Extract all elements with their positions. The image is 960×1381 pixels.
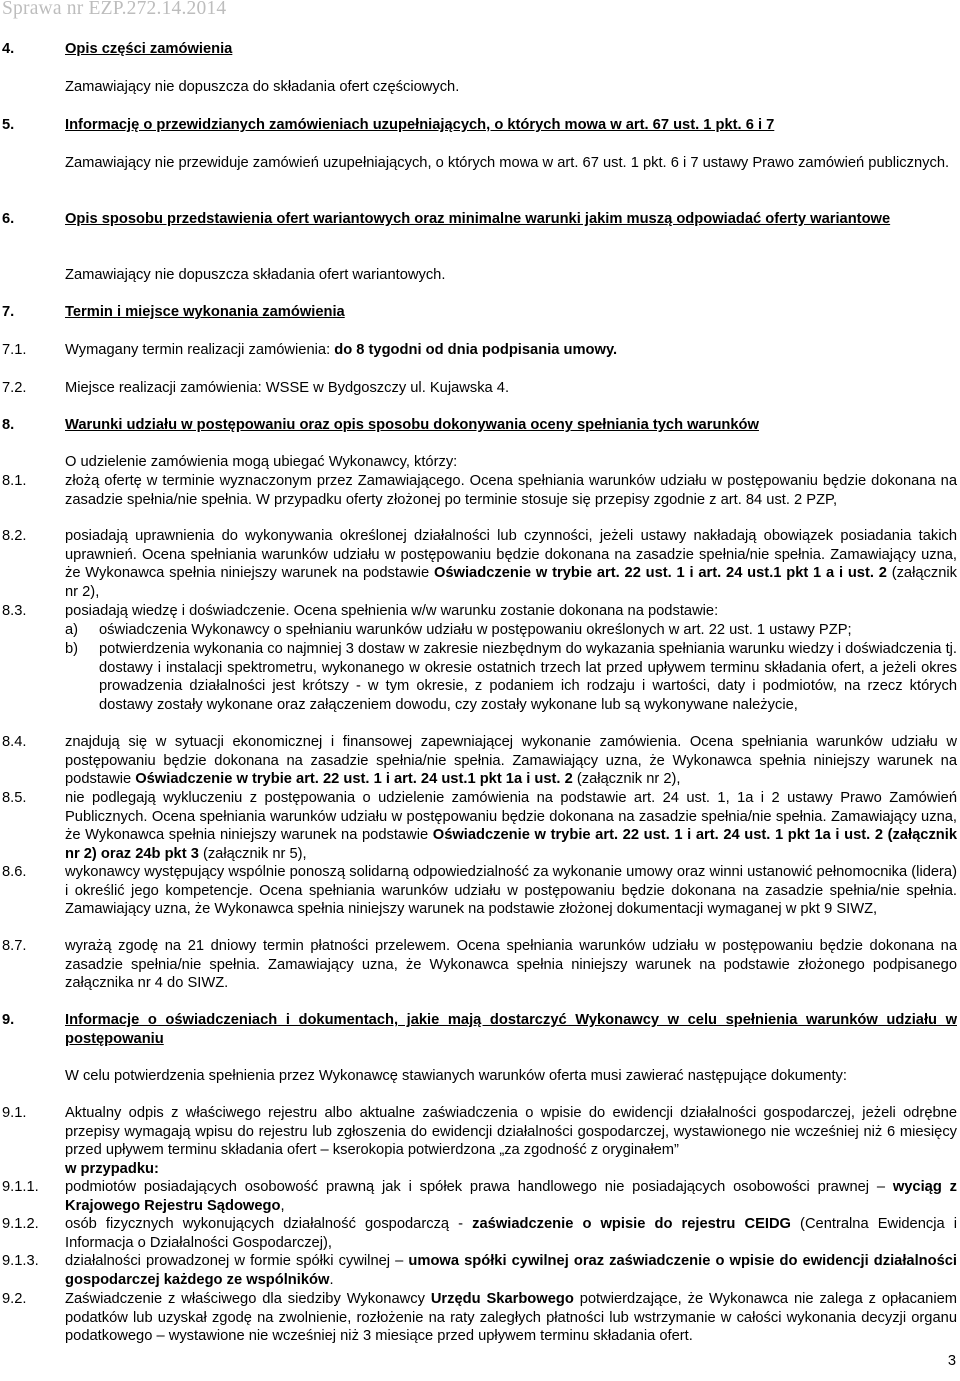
- item-text: podmiotów posiadających osobowość prawną jak i spółek prawa handlowego nie posiadających osobowości prawnej – wyciąg z Krajowego Rejestru Sądowego,: [65, 1179, 957, 1214]
- item-number: 8.4.: [2, 734, 27, 750]
- item-text: osób fizycznych wykonujących działalność gospodarczą - zaświadczenie o wpisie do rejestru CEIDG (Centralna Ewidencja i Informacja o Działalności Gospodarczej),: [65, 1216, 958, 1251]
- subitem-letter: a): [65, 622, 79, 638]
- subitem-letter: b): [65, 641, 79, 657]
- item-text: nie podlegają wykluczeniu z postępowania o udzielenie zamówienia na podstawie art. 24 ust. 1, 1a i 2 ustawy Prawo Zamówień Publicznych. Ocena spełniania warunków udziału w postępowaniu będzie dokonana na zasadzie spełnia/nie spełnia. Zamawiający uzna, że Wykonawca spełnia niniejszy warunek na podstawie Oświadczenie w trybie art. 22 ust. 1 i art. 24 ust. 1 pkt 1a i ust. 2 (załącznik nr 2) oraz 24b pkt 3 (załącznik nr 5),: [65, 790, 958, 862]
- section-title: Opis części zamówienia: [65, 41, 233, 57]
- item-number: 8.6.: [2, 864, 27, 880]
- subitem-text: oświadczenia Wykonawcy o spełnianiu warunków udziału w postępowaniu określonych w art. 22 ust. 1 ustawy PZP;: [99, 622, 852, 638]
- item-number: 8.1.: [2, 473, 27, 489]
- section-number: 8.: [2, 417, 15, 433]
- item-text: posiadają wiedzę i doświadczenie. Ocena spełnienia w/w warunku zostanie dokonana na podstawie:: [65, 603, 719, 619]
- item-number: 8.5.: [2, 790, 27, 806]
- item-number: 9.1.: [2, 1105, 27, 1121]
- item-number: 9.2.: [2, 1291, 27, 1307]
- item-text: wyrażą zgodę na 21 dniowy termin płatności przelewem. Ocena spełniania warunków udziału w postępowaniu będzie dokonana na zasadzie spełnia/nie spełnia. Zamawiający uzna, że Wykonawca spełnia niniejszy warunek na podstawie złożonego podpisanego załącznika nr 4 do SIWZ.: [65, 938, 957, 992]
- section-number: 7.: [2, 304, 15, 320]
- item-text: wykonawcy występujący wspólnie ponoszą solidarną odpowiedzialność za wykonanie umowy oraz winni ustanowić pełnomocnika (lidera) i określić jego kompetencje. Ocena spełniania warunków udziału w postępowaniu będzie dokonana na zasadzie spełnia/nie spełnia. Zamawiający uzna, że Wykonawca spełnia niniejszy warunek na podstawie złożonej dokumentacji wymaganej w pkt 9 SIWZ,: [65, 864, 957, 918]
- page-number: 3: [947, 1353, 956, 1370]
- section-number: 4.: [2, 41, 15, 57]
- section-title: Informacje o oświadczeniach i dokumentach, jakie mają dostarczyć Wykonawcy w celu spełnienia warunków udziału w postępowaniu: [65, 1012, 957, 1047]
- item-text: działalności prowadzonej w formie spółki cywilnej – umowa spółki cywilnej oraz zaświadczenie o wpisie do ewidencji działalności gospodarczej każdego ze wspólników.: [65, 1253, 958, 1288]
- section-title: Termin i miejsce wykonania zamówienia: [65, 304, 345, 320]
- section-title: Warunki udziału w postępowaniu oraz opis sposobu dokonywania oceny spełniania tych warunków: [65, 417, 759, 433]
- item-text: Miejsce realizacji zamówienia: WSSE w Bydgoszczy ul. Kujawska 4.: [65, 380, 510, 396]
- section-title: Opis sposobu przedstawienia ofert wariantowych oraz minimalne warunki jakim muszą odpowiadać oferty wariantowe: [65, 211, 891, 227]
- document-reference-watermark: Sprawa nr EZP.272.14.2014: [2, 0, 227, 19]
- item-text: Zaświadczenie z właściwego dla siedziby Wykonawcy Urzędu Skarbowego potwierdzające, że Wykonawca nie zalega z opłacaniem podatków lub uzyskał zgodę na zwolnienie, rozłożenie na raty zaległych płatności lub wstrzymanie w całości wykonania decyzji organu podatkowego – wystawione nie wcześniej niż 3 miesiące przed upływem terminu składania ofert.: [65, 1291, 957, 1345]
- item-number: 9.1.2.: [2, 1216, 39, 1232]
- item-number: 7.1.: [2, 342, 27, 358]
- section-number: 5.: [2, 117, 15, 133]
- item-number: 8.3.: [2, 603, 27, 619]
- paragraph: Zamawiający nie dopuszcza do składania ofert częściowych.: [65, 79, 460, 95]
- item-number: 9.1.1.: [2, 1179, 39, 1195]
- paragraph: W celu potwierdzenia spełnienia przez Wykonawcę stawianych warunków oferta musi zawierać następujące dokumenty:: [65, 1068, 847, 1084]
- paragraph: Zamawiający nie przewiduje zamówień uzupełniających, o których mowa w art. 67 ust. 1 pkt. 6 i 7 ustawy Prawo zamówień publicznych.: [65, 155, 950, 171]
- item-text: Aktualny odpis z właściwego rejestru albo aktualne zaświadczenia o wpisie do ewidencji działalności gospodarczej, jeżeli odrębne przepisy wymagają wpisu do rejestru lub zgłoszenia do ewidencji działalności gospodarczej, wystawionego nie wcześniej niż 6 miesięcy przed upływem terminu składania ofert – kserokopia potwierdzona „za zgodność z oryginałem” w przypadku:: [65, 1105, 957, 1177]
- item-number: 8.2.: [2, 528, 27, 544]
- section-number: 9.: [2, 1012, 15, 1028]
- item-text: znajdują się w sytuacji ekonomicznej i finansowej zapewniającej wykonanie zamówienia. Ocena spełniania warunków udziału w postępowaniu będzie dokonana na zasadzie spełnia/nie spełnia. Zamawiający uzna, że Wykonawca spełnia niniejszy warunek na podstawie Oświadczenie w trybie art. 22 ust. 1 i art. 24 ust.1 pkt 1a i ust. 2 (załącznik nr 2),: [65, 734, 957, 788]
- paragraph: Zamawiający nie dopuszcza składania ofert wariantowych.: [65, 267, 446, 283]
- item-text: posiadają uprawnienia do wykonywania określonej działalności lub czynności, jeżeli ustawy nakładają obowiązek posiadania takich uprawnień. Ocena spełniania warunków udziału w postępowaniu będzie dokonana na zasadzie spełnia/nie spełnia. Zamawiający uzna, że Wykonawca spełnia niniejszy warunek na podstawie Oświadczenie w trybie art. 22 ust. 1 i art. 24 ust.1 pkt 1 a i ust. 2 (załącznik nr 2),: [65, 528, 957, 600]
- item-number: 9.1.3.: [2, 1253, 39, 1269]
- item-text: złożą ofertę w terminie wyznaczonym przez Zamawiającego. Ocena spełniania warunków udziału w postępowaniu będzie dokonana na zasadzie spełnia/nie spełnia. W przypadku oferty złożonej po terminie stosuje się przepisy zgodnie z art. 84 ust. 2 PZP,: [65, 473, 957, 508]
- section-number: 6.: [2, 211, 15, 227]
- paragraph: O udzielenie zamówienia mogą ubiegać Wykonawcy, którzy:: [65, 454, 458, 470]
- item-text: Wymagany termin realizacji zamówienia: do 8 tygodni od dnia podpisania umowy.: [65, 342, 618, 358]
- item-number: 8.7.: [2, 938, 27, 954]
- item-number: 7.2.: [2, 380, 27, 396]
- subitem-text: potwierdzenia wykonania co najmniej 3 dostaw w zakresie niezbędnym do wykazania spełniania warunku wiedzy i doświadczenia tj. dostawy i instalacji spektrometru, wykonanego w okresie ostatnich trzech lat przed upływem terminu składania ofert, a jeżeli okres prowadzenia działalności jest krótszy - w tym okresie, z podaniem ich rodzaju i wartości, daty i podmiotów, na rzecz których dostawy zostały wykonane oraz załączeniem dowodu, czy zostały wykonane lub są wykonywane należycie,: [99, 641, 957, 713]
- section-title: Informację o przewidzianych zamówieniach uzupełniających, o których mowa w art. 67 ust. 1 pkt. 6 i 7: [65, 117, 775, 133]
